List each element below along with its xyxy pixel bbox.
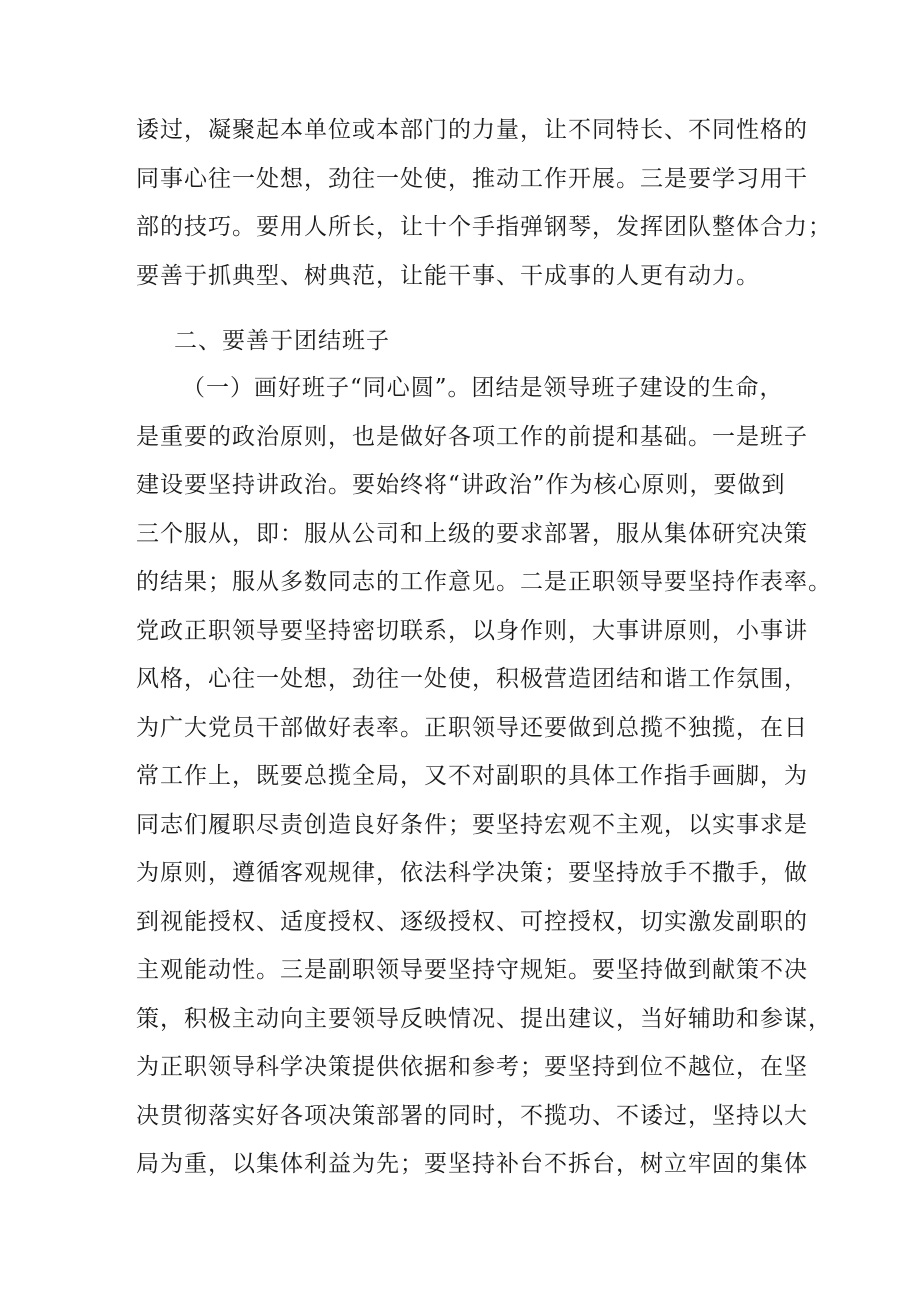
text-line: 风格，心往一处想，劲往一处使，积极营造团结和谐工作氛围， [136,666,808,692]
text-line: 为原则，遵循客观规律，依法科学决策；要坚持放手不撒手，做 [136,860,808,886]
text-line: 同事心往一处想，劲往一处使，推动工作开展。三是要学习用干 [136,165,808,192]
paragraph-1 [136,106,832,300]
text-line: 局为重，以集体利益为先；要坚持补台不拆台，树立牢固的集体 [136,1151,808,1177]
text-line: 常工作上，既要总揽全局，又不对副职的具体工作指手画脚，为 [136,763,808,789]
heading-text: 二、要善于团结班子 [174,328,390,354]
text-line: 决贯彻落实好各项决策部署的同时，不揽功、不诿过，坚持以大 [136,1102,808,1129]
text-line: 同志们履职尽责创造良好条件；要坚持宏观不主观，以实事求是 [136,811,808,838]
text-line: 为正职领导科学决策提供依据和参考；要坚持到位不越位，在坚 [136,1054,808,1080]
text-line: 是重要的政治原则，也是做好各项工作的前提和基础。一是班子 [136,423,808,450]
text-line: 主观能动性。三是副职领导要坚持守规矩。要坚持做到献策不决 [136,957,808,983]
text-line: 诿过，凝聚起本单位或本部门的力量，让不同特长、不同性格的 [136,117,808,143]
text-line: 三个服从，即：服从公司和上级的要求部署，服从集体研究决策 [136,520,808,547]
text-line: （一）画好班子“同心圆”。团结是领导班子建设的生命， [182,375,784,401]
text-line: 到视能授权、适度授权、逐级授权、可控授权，切实激发副职的 [136,908,808,935]
text-line: 策，积极主动向主要领导反映情况、提出建议，当好辅助和参谋， [136,1005,832,1032]
text-line: 要善于抓典型、树典范，让能干事、干成事的人更有动力。 [136,262,760,289]
text-line: 部的技巧。要用人所长，让十个手指弹钢琴，发挥团队整体合力； [136,214,832,240]
text-line: 的结果；服从多数同志的工作意见。二是正职领导要坚持作表率。 [136,569,832,595]
section-heading [174,317,824,366]
text-line: 党政正职领导要坚持密切联系，以身作则，大事讲原则，小事讲 [136,617,808,644]
paragraph-2 [136,364,832,1189]
text-line: 为广大党员干部做好表率。正职领导还要做到总揽不独揽，在日 [136,714,808,741]
text-line: 建设要坚持讲政治。要始终将“讲政治”作为核心原则，要做到 [136,472,786,498]
